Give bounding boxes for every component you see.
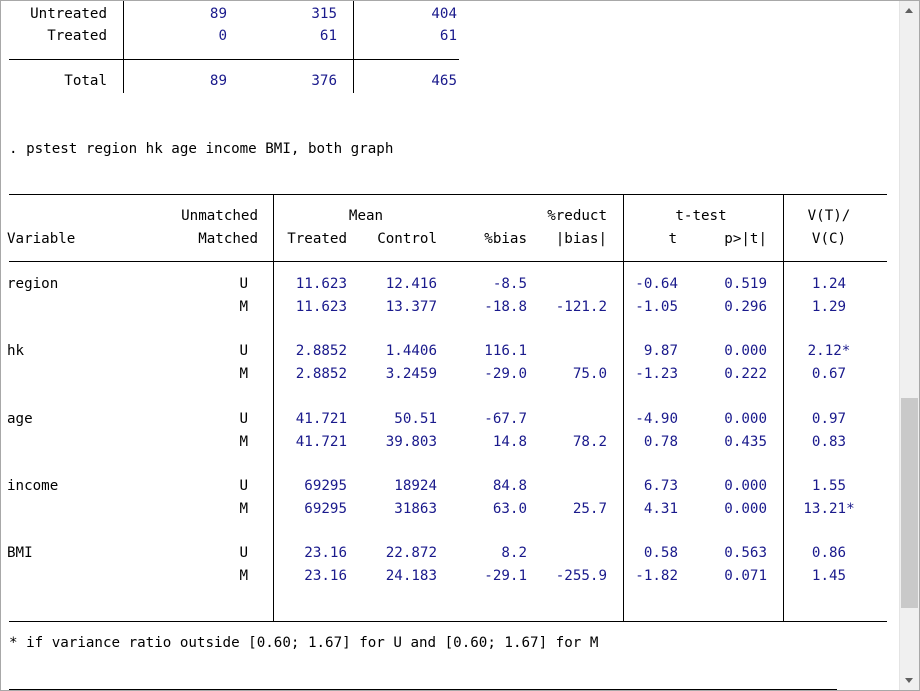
table-cell-vr: 1.45	[811, 567, 847, 584]
table-cell-reduct: 25.7	[572, 500, 607, 517]
table-cell-t: 0.78	[643, 433, 678, 450]
table-cell-treated: 11.623	[295, 298, 347, 315]
table-cell-var: hk	[7, 343, 25, 359]
table-cell-bias: 14.8	[492, 433, 527, 450]
table-cell-control: 50.51	[394, 411, 437, 427]
table-cell-type: U	[239, 343, 248, 359]
table-cell-control: 12.416	[385, 276, 437, 292]
header-abs-bias: |bias|	[555, 231, 607, 247]
table-cell-control: 39.803	[385, 433, 437, 450]
table-cell-reduct: -121.2	[555, 298, 607, 315]
table-cell-vr: 2.12*	[807, 343, 851, 359]
table-cell-p: 0.000	[724, 500, 767, 517]
table-cell-bias: 116.1	[484, 343, 527, 359]
table-cell-vr: 0.86	[811, 545, 847, 561]
table-top-rule	[9, 194, 887, 195]
table-cell-control: 18924	[394, 478, 437, 494]
header-ttest: t-test	[675, 208, 727, 224]
table-cell-vr: 1.55	[811, 478, 847, 494]
vertical-scrollbar[interactable]	[899, 1, 919, 690]
table-cell-bias: -18.8	[484, 298, 527, 315]
header-matched: Matched	[198, 231, 258, 247]
row-label-total: Total	[64, 73, 107, 89]
table-cell-type: M	[239, 500, 248, 517]
table-cell-type: M	[239, 567, 248, 584]
table-bottom-rule	[9, 621, 887, 622]
table-cell-t: 0.58	[643, 545, 678, 561]
table-cell-control: 13.377	[385, 298, 437, 315]
table-cell-control: 24.183	[385, 567, 437, 584]
cell-total-3: 465	[431, 73, 457, 89]
table-cell-treated: 23.16	[304, 545, 347, 561]
cell-untreated-1: 89	[209, 6, 227, 22]
header-t: t	[668, 231, 677, 247]
table-cell-type: U	[239, 276, 248, 292]
table-cell-vr: 1.29	[811, 298, 847, 315]
cell-treated-2: 61	[319, 28, 337, 44]
table-cell-type: U	[239, 411, 248, 427]
header-mean: Mean	[348, 208, 384, 224]
cell-total-2: 376	[311, 73, 337, 89]
table-header-rule	[9, 261, 887, 262]
table-cell-treated: 69295	[304, 500, 347, 517]
table-cell-bias: -67.7	[484, 411, 527, 427]
table-cell-control: 22.872	[385, 545, 437, 561]
table-cell-treated: 41.721	[295, 433, 347, 450]
header-treated: Treated	[287, 231, 347, 247]
table-cell-treated: 23.16	[304, 567, 347, 584]
header-vt: V(T)/	[807, 208, 851, 224]
table-cell-t: -1.82	[635, 567, 678, 584]
table-cell-vr: 1.24	[811, 276, 847, 292]
table-cell-t: 4.31	[643, 500, 678, 517]
header-control: Control	[377, 231, 437, 247]
command-line: . pstest region hk age income BMI, both graph	[9, 141, 394, 157]
header-bias: %bias	[484, 231, 527, 247]
table-cell-type: M	[239, 433, 248, 450]
table-cell-var: BMI	[7, 545, 33, 561]
header-variable: Variable	[7, 231, 76, 247]
table-cell-control: 1.4406	[385, 343, 437, 359]
table-cell-bias: -8.5	[492, 276, 527, 292]
table-cell-vr: 13.21*	[803, 500, 855, 517]
table-cell-t: 6.73	[643, 478, 678, 494]
table-cell-type: M	[239, 365, 248, 382]
table-vline-3	[783, 194, 784, 622]
table-cell-treated: 11.623	[295, 276, 347, 292]
cell-total-1: 89	[209, 73, 227, 89]
table-cell-bias: 84.8	[492, 478, 527, 494]
table-cell-p: 0.435	[724, 433, 767, 450]
table-cell-var: income	[7, 478, 59, 494]
top-table-rule	[9, 59, 459, 60]
table-cell-type: U	[239, 545, 248, 561]
table-cell-treated: 2.8852	[295, 365, 347, 382]
scroll-down-arrow-icon[interactable]	[905, 678, 913, 683]
table-cell-var: age	[7, 411, 33, 427]
top-table-vline-2	[353, 1, 354, 93]
table-cell-t: -1.23	[635, 365, 678, 382]
table-cell-reduct: -255.9	[555, 567, 607, 584]
table-cell-p: 0.519	[724, 276, 767, 292]
scroll-up-arrow-icon[interactable]	[905, 8, 913, 13]
table-cell-reduct: 78.2	[572, 433, 607, 450]
table-cell-type: M	[239, 298, 248, 315]
table-cell-t: -0.64	[635, 276, 678, 292]
header-unmatched: Unmatched	[181, 208, 258, 224]
table-cell-p: 0.222	[724, 365, 767, 382]
cell-untreated-3: 404	[431, 6, 457, 22]
table-cell-t: 9.87	[643, 343, 678, 359]
table-cell-bias: -29.0	[484, 365, 527, 382]
table-cell-vr: 0.97	[811, 411, 847, 427]
table-cell-bias: -29.1	[484, 567, 527, 584]
table-cell-bias: 63.0	[492, 500, 527, 517]
cell-treated-1: 0	[218, 28, 227, 44]
table-cell-treated: 41.721	[295, 411, 347, 427]
table-cell-treated: 2.8852	[295, 343, 347, 359]
header-reduct: %reduct	[547, 208, 607, 224]
table-cell-t: -4.90	[635, 411, 678, 427]
table-cell-reduct: 75.0	[572, 365, 607, 382]
table-cell-vr: 0.67	[811, 365, 847, 382]
table-cell-p: 0.563	[724, 545, 767, 561]
row-label-treated: Treated	[47, 28, 107, 44]
table-cell-bias: 8.2	[501, 545, 527, 561]
table-cell-p: 0.000	[724, 343, 767, 359]
table-cell-t: -1.05	[635, 298, 678, 315]
table-cell-p: 0.000	[724, 411, 767, 427]
cell-treated-3: 61	[439, 28, 457, 44]
cell-untreated-2: 315	[311, 6, 337, 22]
table-cell-var: region	[7, 276, 59, 292]
table-cell-control: 3.2459	[385, 365, 437, 382]
row-label-untreated: Untreated	[30, 6, 107, 22]
table-cell-vr: 0.83	[811, 433, 847, 450]
table-cell-p: 0.296	[724, 298, 767, 315]
table-cell-control: 31863	[394, 500, 437, 517]
scrollbar-thumb[interactable]	[901, 398, 918, 608]
header-p: p>|t|	[724, 231, 767, 247]
top-table-vline-1	[123, 1, 124, 93]
table-cell-p: 0.071	[724, 567, 767, 584]
footnote: * if variance ratio outside [0.60; 1.67] for U and [0.60; 1.67] for M	[9, 635, 599, 651]
table-cell-treated: 69295	[304, 478, 347, 494]
table-cell-type: U	[239, 478, 248, 494]
table-cell-p: 0.000	[724, 478, 767, 494]
header-vc: V(C)	[811, 231, 847, 247]
next-output-rule	[9, 689, 837, 690]
